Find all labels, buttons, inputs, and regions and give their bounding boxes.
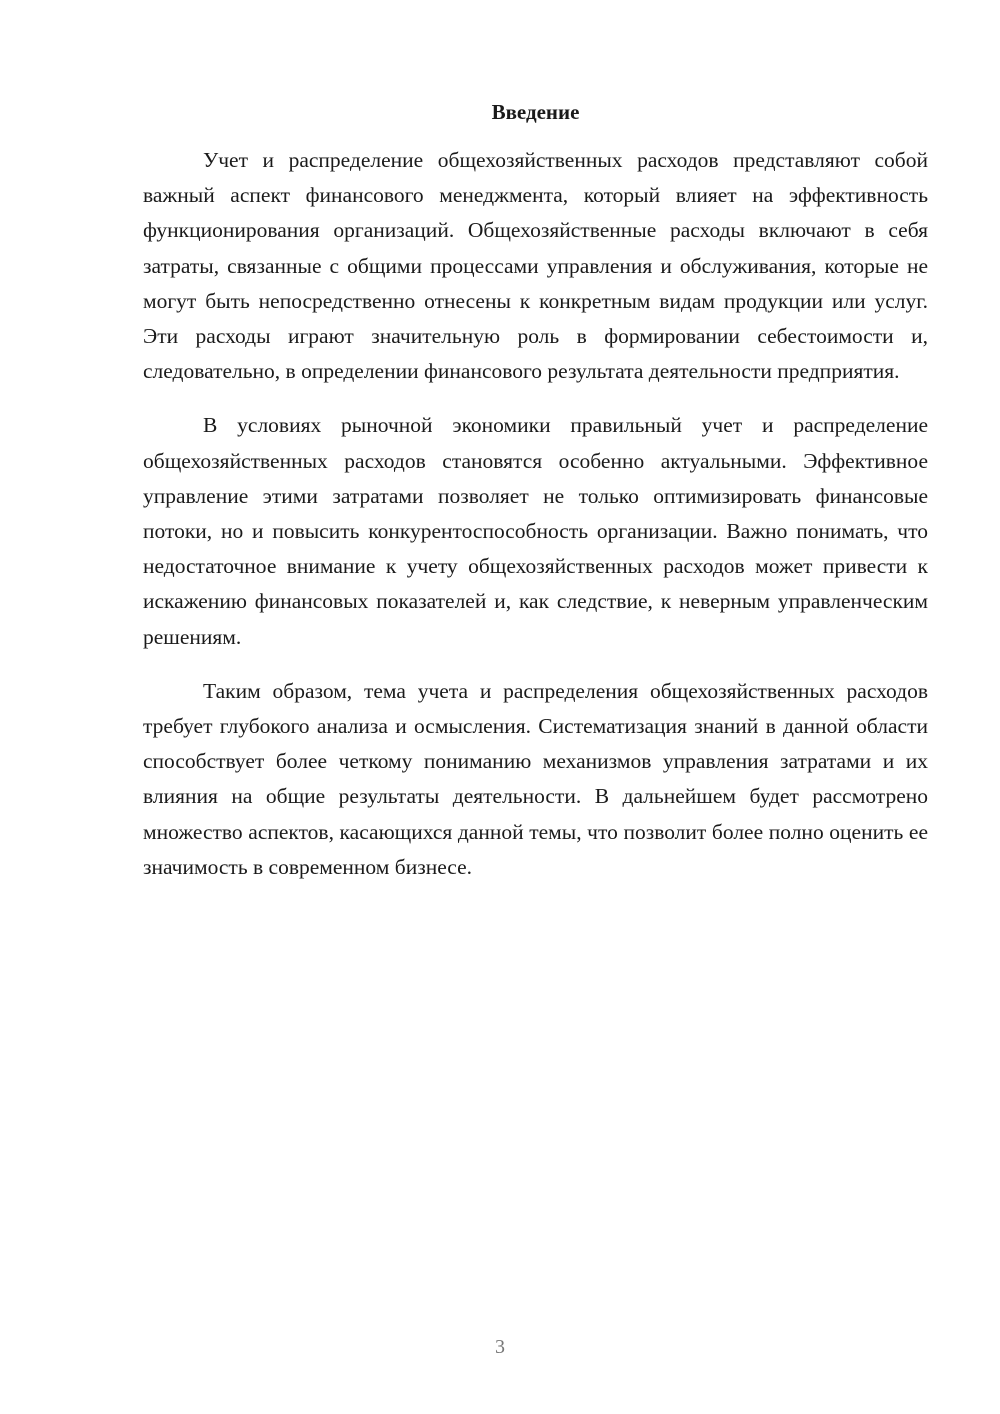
paragraph-3: Таким образом, тема учета и распределения общехозяйственных расходов требует глубокого анализа и осмысления. Систематизация знаний в данной области способствует более четкому пониманию механизмов управления затратами и их влияния на общие результаты деятельности. В дальнейшем будет рассмотрено множество аспектов, касающихся данной темы, что позволит более полно оценить ее значимость в современном бизнесе.	[143, 678, 928, 879]
page-number: 3	[495, 1336, 505, 1358]
section-title: Введение	[491, 100, 580, 124]
body-text	[143, 143, 928, 904]
paragraph-1: Учет и распределение общехозяйственных расходов представляют собой важный аспект финансового менеджмента, который влияет на эффективность функционирования организаций. Общехозяйственные расходы включают в себя затраты, связанные с общими процессами управления и обслуживания, которые не могут быть непосредственно отнесены к конкретным видам продукции или услуг. Эти расходы играют значительную роль в формировании себестоимости и, следовательно, в определении финансового результата деятельности предприятия.	[143, 148, 928, 384]
paragraph-2: В условиях рыночной экономики правильный учет и распределение общехозяйственных расходов становятся особенно актуальными. Эффективное управление этими затратами позволяет не только оптимизировать финансовые потоки, но и повысить конкурентоспособность организации. Важно понимать, что недостаточное внимание к учету общехозяйственных расходов может привести к искажению финансовых показателей и, как следствие, к неверным управленческим решениям.	[143, 413, 928, 649]
